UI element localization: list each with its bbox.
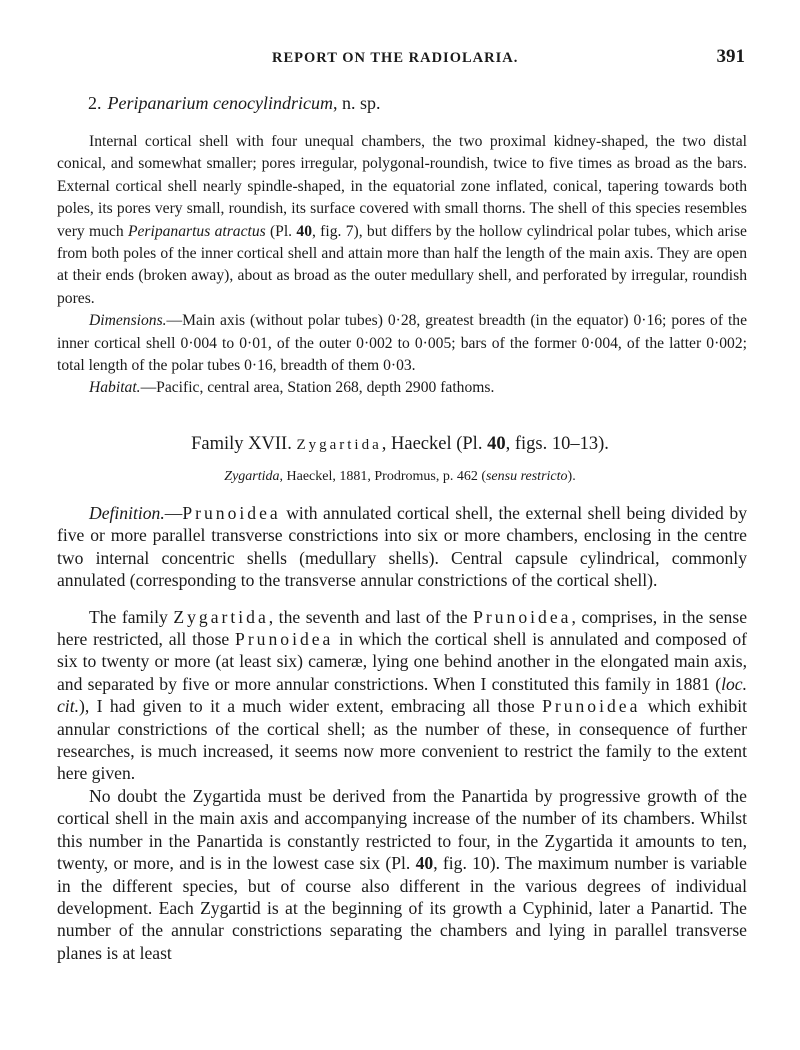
species-heading bbox=[88, 93, 380, 114]
species-description bbox=[57, 131, 747, 400]
species-number: 2. bbox=[88, 93, 102, 113]
habitat-label: Habitat. bbox=[89, 379, 141, 397]
family-synonym: Zygartida, Haeckel, 1881, Prodromus, p. 462 (sensu restricto). bbox=[224, 469, 576, 484]
family-paragraph: The family Zygartida, the seventh and last of the Prunoidea, comprises, in the sense here restricted, all those Prunoidea in which the cortical shell is annulated and composed of six to twenty or more (at least six) cameræ, lying one behind another in the elongated main axis, and separated by five or more annular constrictions. When I constituted this family in 1881 (loc. cit.), I had given to it a much wider extent, embracing all those Prunoidea which exhibit annular constrictions of the cortical shell; as the number of these, in consequence of further researches, is much increased, it seems now more convenient to restrict the family to the extent here given. bbox=[57, 606, 748, 784]
description-paragraph: Internal cortical shell with four unequal chambers, the two proximal kidney-shaped, the two distal conical, and somewhat smaller; pores irregular, polygonal-roundish, twice to five times as broad as the bars. External cortical shell nearly spindle-shaped, in the equatorial zone inflated, conical, tapering towards both poles, its pores very small, roundish, its surface covered with small thorns. The shell of this species resembles very much Peripanartus atractus (Pl. 40, fig. 7), but differs by the hollow cylindrical polar tubes, which arise from both poles of the inner cortical shell and attain more than half the length of the main axis. They are open at their ends (broken away), about as broad as the outer medullary shell, and perforated by irregular, roundish pores. bbox=[57, 133, 747, 307]
derivation-paragraph: No doubt the Zygartida must be derived from the Panartida by progressive growth of the cortical shell in the main axis and accompanying increase of the number of its chambers. Whilst this number in the Panartida is constantly restricted to four, in the Zygartida it amounts to ten, twenty, or more, and is in the lowest case six (Pl. 40, fig. 10). The maximum number is variable in the different species, but of course also different in the various degrees of individual development. Each Zygartid is at the beginning of its growth a Cyphinid, later a Panartid. The number of the annular constrictions separating the chambers and lying in parallel transverse planes is at least bbox=[57, 785, 747, 963]
habitat-paragraph: Habitat.—Pacific, central area, Station 268, depth 2900 fathoms. bbox=[89, 379, 495, 397]
family-text bbox=[57, 502, 747, 964]
definition-label: Definition. bbox=[89, 503, 165, 523]
dimensions-label: Dimensions. bbox=[89, 312, 167, 330]
spaced-term: Prunoidea bbox=[182, 503, 281, 523]
family-plate: 40 bbox=[487, 434, 506, 454]
page-number: 391 bbox=[716, 46, 745, 67]
definition-paragraph: Definition.—Prunoidea with annulated cortical shell, the external shell being divided by five or more parallel transverse constrictions into six or more chambers, enclosing in the centre two internal concentric shells (medullary shells). Central capsule cylindrical, commonly annulated (corresponding to the transverse annular constrictions of the cortical shell). bbox=[57, 503, 747, 591]
reference-species: Peripanartus atractus bbox=[127, 222, 266, 240]
page-header bbox=[0, 46, 800, 76]
dimensions-paragraph: Dimensions.—Main axis (without polar tubes) 0·28, greatest breadth (in the equator) 0·16; pores of the inner cortical shell 0·004 to 0·01, of the outer 0·002 to 0·005; bars of the former 0·004, of the latter 0·002; total length of the polar tubes 0·16, breadth of them 0·03. bbox=[57, 312, 747, 375]
species-name: Peripanarium cenocylindricum bbox=[107, 93, 333, 113]
family-name: Zygartida bbox=[296, 437, 382, 453]
running-head: REPORT ON THE RADIOLARIA. bbox=[272, 50, 519, 66]
species-suffix: , n. sp. bbox=[332, 93, 381, 113]
plate-number: 40 bbox=[296, 222, 312, 240]
family-heading: Family XVII. Zygartida, Haeckel (Pl. 40, figs. 10–13). bbox=[191, 434, 609, 454]
